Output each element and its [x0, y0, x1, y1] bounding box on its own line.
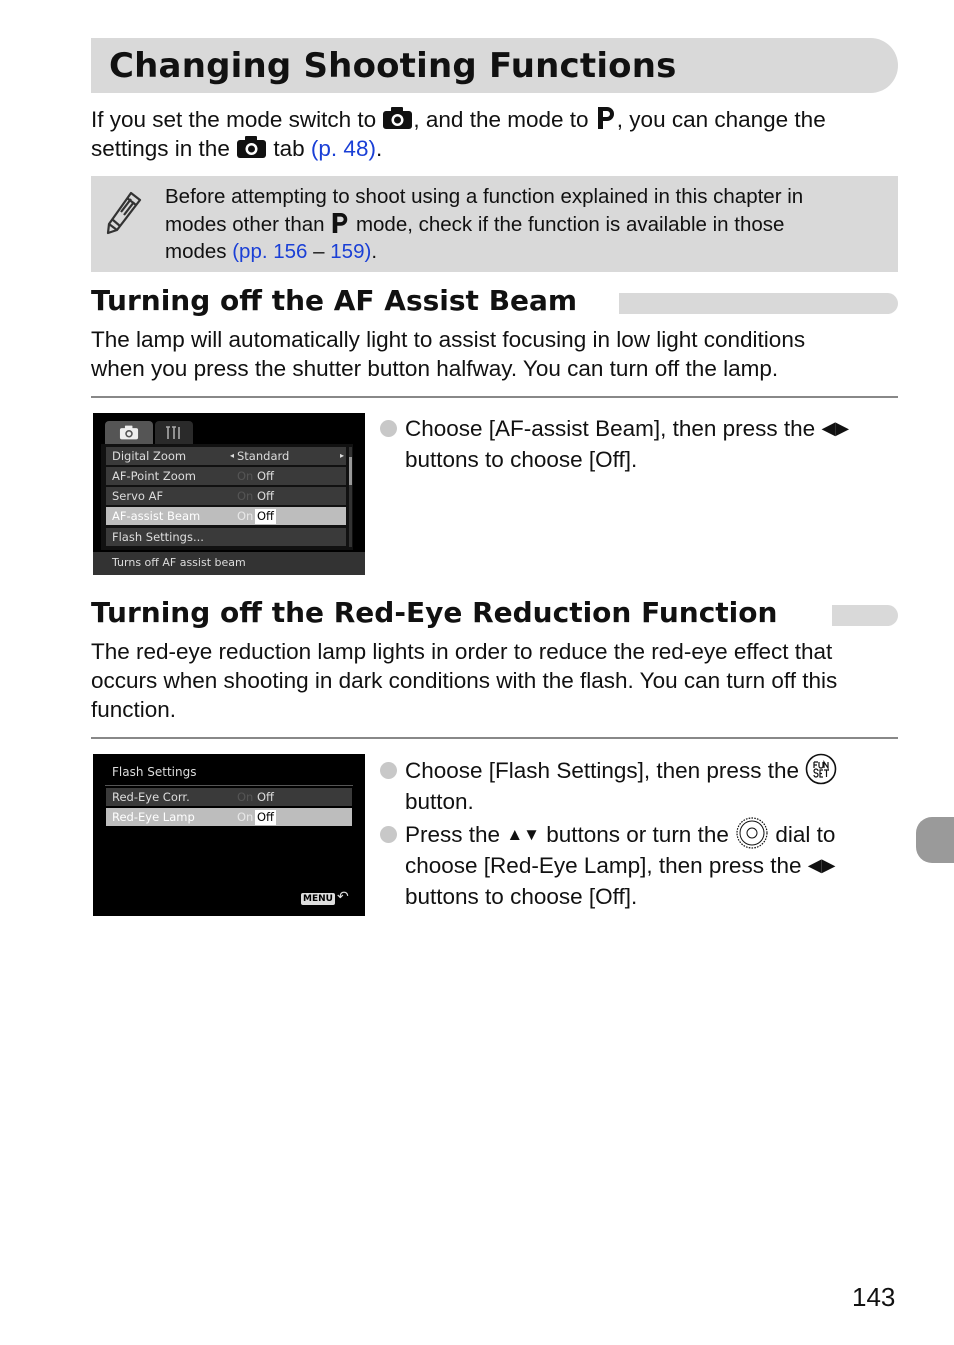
camera-icon: [119, 425, 139, 440]
bullet-icon: [380, 826, 397, 843]
wrench-icon: [165, 426, 183, 440]
program-mode-icon: [330, 212, 350, 234]
intro-paragraph: If you set the mode switch to , and the mode to , you can change the settings in the tab (p. 48).: [91, 107, 826, 161]
camera-menu-screen: [93, 413, 365, 575]
page-title: Changing Shooting Functions: [109, 46, 677, 86]
section-red-eye-body: The red-eye reduction lamp lights in order to reduce the red-eye effect that occurs when shooting in dark conditions with the flash. You can turn off this function.: [91, 639, 838, 722]
hint-bar: Turns off AF assist beam: [93, 552, 365, 575]
left-right-arrows-icon: ◀▶: [821, 418, 850, 438]
func-set-button-icon: [805, 753, 837, 785]
divider: [91, 396, 898, 398]
note-text: Before attempting to shoot using a function explained in this chapter in modes other than mode, check if the function is available in those modes (pp. 156 – 159).: [165, 185, 804, 263]
heading-bar: [832, 605, 898, 626]
scrollbar[interactable]: [349, 447, 352, 547]
menu-row-digital-zoom[interactable]: Digital Zoom ◂ Standard ▸: [106, 447, 346, 465]
title-bar: [91, 38, 898, 93]
menu-row-af-assist-beam[interactable]: AF-assist Beam On Off: [106, 507, 346, 525]
menu-row-red-eye-lamp[interactable]: Red-Eye Lamp On Off: [106, 808, 352, 826]
menu-row-flash-settings[interactable]: Flash Settings...: [106, 528, 346, 546]
page-link-156[interactable]: (pp. 156: [232, 240, 308, 263]
heading-bar: [619, 293, 898, 314]
chapter-tab: [916, 817, 954, 863]
divider: [91, 737, 898, 739]
arrow-right-icon: ▸: [340, 451, 345, 460]
camera-tab-icon: [236, 135, 267, 159]
control-dial-icon: [735, 816, 769, 850]
screen-title: Flash Settings: [112, 765, 197, 779]
flash-settings-screen: [93, 754, 365, 916]
page-number: 143: [852, 1282, 896, 1312]
page-link-159[interactable]: 159): [330, 240, 372, 263]
menu-row-af-point-zoom[interactable]: AF-Point Zoom On Off: [106, 467, 346, 485]
tab-setup[interactable]: [155, 421, 193, 444]
tab-shooting[interactable]: [105, 421, 153, 444]
scroll-thumb[interactable]: [349, 457, 352, 485]
page-link-48[interactable]: (p. 48): [310, 136, 376, 161]
program-mode-icon: [595, 106, 617, 130]
camera-icon: [382, 106, 413, 130]
pencil-icon: [105, 190, 143, 236]
menu-row-red-eye-corr[interactable]: Red-Eye Corr. On Off: [106, 788, 352, 806]
left-right-arrows-icon: ◀▶: [807, 855, 836, 875]
menu-button-icon: MENU: [303, 894, 333, 904]
section-red-eye-heading: Turning off the Red-Eye Reduction Function: [91, 602, 898, 628]
arrow-left-icon: ◂: [230, 451, 235, 460]
bullet-icon: [380, 420, 397, 437]
up-down-arrows-icon: ▲▼: [506, 825, 540, 844]
step-af-assist: Choose [AF-assist Beam], then press the ◀▶ buttons to choose [Off].: [380, 413, 849, 475]
bullet-icon: [380, 762, 397, 779]
return-arrow-icon: ↶: [337, 889, 349, 905]
section-af-assist-body: The lamp will automatically light to assist focusing in low light conditions when you press the shutter button halfway. You can turn off the lamp.: [91, 327, 806, 381]
step-flash-settings: Choose [Flash Settings], then press the button.: [380, 753, 837, 817]
note-box: [91, 176, 898, 272]
screen-divider: [105, 785, 353, 786]
step-red-eye-lamp: Press the ▲▼ buttons or turn the dial to choose [Red-Eye Lamp], then press the ◀▶ buttons to choose [Off].: [380, 816, 835, 912]
section-af-assist-heading: Turning off the AF Assist Beam: [91, 290, 898, 316]
menu-row-servo-af[interactable]: Servo AF On Off: [106, 487, 346, 505]
